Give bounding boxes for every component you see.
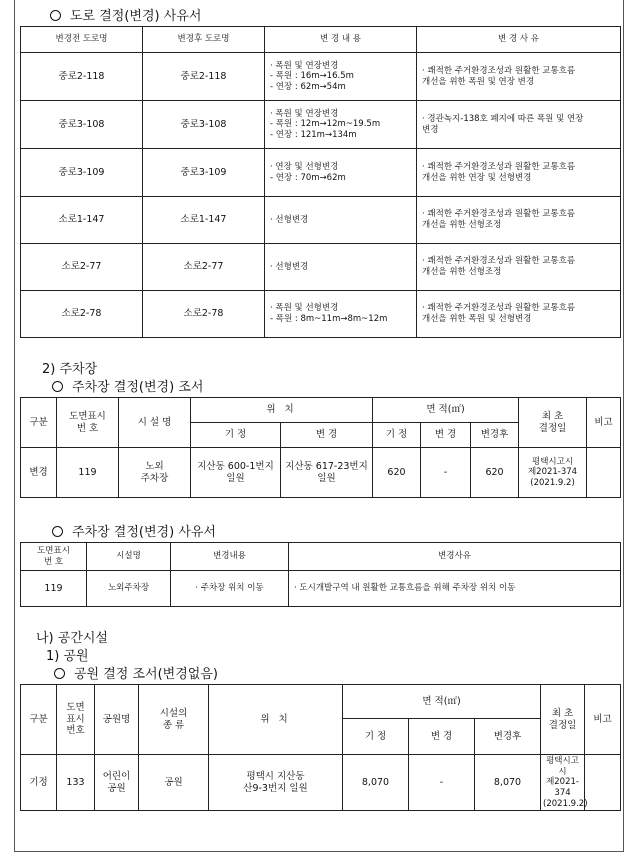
parking-area-change: - [421,448,471,498]
header-cell: 공원명 [95,685,139,755]
header-cell: 구분 [21,398,57,448]
header-cell: 기 정 [373,423,421,448]
header-cell: 면 적(㎡) [343,685,541,719]
header-cell: 변 경 [409,719,475,755]
header-cell: 변 경 사 유 [417,27,621,53]
road-before: 중로2-118 [21,53,143,101]
road-reason: · 쾌적한 주거환경조성과 원활한 교통흐름 개선을 위한 연장 및 선형변경 [417,149,621,197]
table-row [21,448,621,498]
parking-area-before: 620 [373,448,421,498]
header-cell: 시설명 [87,543,171,571]
road-before: 소로1-147 [21,197,143,244]
park-kind: 공원 [139,755,209,811]
header-cell: 변 경 [421,423,471,448]
reason-content: · 주차장 위치 이동 [171,571,289,607]
road-before: 소로2-77 [21,244,143,291]
road-after: 소로2-78 [143,291,265,338]
parking-area-after: 620 [471,448,519,498]
header-cell: 최 초 결정일 [519,398,587,448]
header-cell: 기 정 [343,719,409,755]
park-name: 어린이 공원 [95,755,139,811]
road-before: 중로3-108 [21,101,143,149]
header-cell: 변경후 [471,423,519,448]
park-type: 기정 [21,755,57,811]
header-cell: 최 초 결정일 [541,685,585,755]
road-content: · 선형변경 [265,197,417,244]
table-row [21,53,621,101]
table-row [21,571,621,607]
park-loc: 평택시 지산동 산9-3번지 일원 [209,755,343,811]
header-cell: 도면 표시 번호 [57,685,95,755]
road-content: · 폭원 및 연장변경 - 폭원 : 12m→12m~19.5m - 연장 : 121m→134m [265,101,417,149]
road-after: 중로3-109 [143,149,265,197]
table-header-row [21,398,621,423]
parking-loc-before: 지산동 600-1번지 일원 [191,448,281,498]
road-reason: · 쾌적한 주거환경조성과 원활한 교통흐름 개선을 위한 선형조정 [417,244,621,291]
table-row [21,244,621,291]
parking-heading: 주차장 결정(변경) 조서 [52,376,203,395]
header-cell: 변경사유 [289,543,621,571]
parking-type: 변경 [21,448,57,498]
road-reason: · 경관녹지-138호 폐지에 따른 폭원 및 연장 변경 [417,101,621,149]
header-cell: 시설의 종 류 [139,685,209,755]
road-heading: 도로 결정(변경) 사유서 [50,5,201,24]
road-table [20,26,621,338]
circle-bullet-icon [50,10,61,21]
park-heading: 공원 결정 조서(변경없음) [54,663,218,682]
park-section-title: 1) 공원 [46,649,89,664]
parking-note [587,448,621,498]
parking-section-title: 2) 주차장 [42,362,98,377]
road-before: 소로2-78 [21,291,143,338]
header-cell: 변경내용 [171,543,289,571]
park-table [20,684,621,811]
park-note [585,755,621,811]
park-area-change: - [409,755,475,811]
table-row [21,149,621,197]
parking-reason-table [20,542,621,607]
road-after: 중로2-118 [143,53,265,101]
table-row [21,291,621,338]
header-cell: 도면표시 번 호 [57,398,119,448]
reason-text: · 도시개발구역 내 원활한 교통흐름을 위해 주차장 위치 이동 [289,571,621,607]
header-cell: 도면표시 번 호 [21,543,87,571]
header-cell: 변경후 [475,719,541,755]
road-content: · 연장 및 선형변경 - 연장 : 70m→62m [265,149,417,197]
circle-bullet-icon [54,668,65,679]
header-cell: 기 정 [191,423,281,448]
road-content: · 선형변경 [265,244,417,291]
header-cell: 위 치 [191,398,373,423]
park-init: 평택시고시 제2021-374 (2021.9.2) [541,755,585,811]
header-cell: 비고 [585,685,621,755]
road-reason: · 쾌적한 주거환경조성과 원활한 교통흐름 개선을 위한 폭원 및 선형변경 [417,291,621,338]
parking-loc-change: 지산동 617-23번지 일원 [281,448,373,498]
header-cell: 변경후 도로명 [143,27,265,53]
road-content: · 폭원 및 연장변경 - 폭원 : 16m→16.5m - 연장 : 62m→54m [265,53,417,101]
table-row [21,101,621,149]
parking-reason-heading: 주차장 결정(변경) 사유서 [52,521,216,540]
header-cell: 구분 [21,685,57,755]
reason-name: 노외주차장 [87,571,171,607]
header-cell: 시 설 명 [119,398,191,448]
park-num: 133 [57,755,95,811]
road-after: 중로3-108 [143,101,265,149]
table-header-row [21,27,621,53]
circle-bullet-icon [52,381,63,392]
road-content: · 폭원 및 선형변경 - 폭원 : 8m~11m→8m~12m [265,291,417,338]
road-reason: · 쾌적한 주거환경조성과 원활한 교통흐름 개선을 위한 폭원 및 연장 변경 [417,53,621,101]
header-cell: 위 치 [209,685,343,755]
header-cell: 변 경 [281,423,373,448]
road-before: 중로3-109 [21,149,143,197]
header-cell: 면 적(㎡) [373,398,519,423]
reason-num: 119 [21,571,87,607]
table-row [21,755,621,811]
header-cell: 비고 [587,398,621,448]
park-area-before: 8,070 [343,755,409,811]
park-area-after: 8,070 [475,755,541,811]
parking-num: 119 [57,448,119,498]
road-after: 소로1-147 [143,197,265,244]
road-reason: · 쾌적한 주거환경조성과 원활한 교통흐름 개선을 위한 선형조정 [417,197,621,244]
table-row [21,197,621,244]
space-section-title: 나) 공간시설 [36,631,108,646]
parking-table [20,397,621,498]
parking-name: 노외 주차장 [119,448,191,498]
header-cell: 변 경 내 용 [265,27,417,53]
road-after: 소로2-77 [143,244,265,291]
parking-init: 평택시고시 제2021-374 (2021.9.2) [519,448,587,498]
table-header-row [21,685,621,719]
circle-bullet-icon [52,526,63,537]
table-header-row [21,543,621,571]
header-cell: 변경전 도로명 [21,27,143,53]
